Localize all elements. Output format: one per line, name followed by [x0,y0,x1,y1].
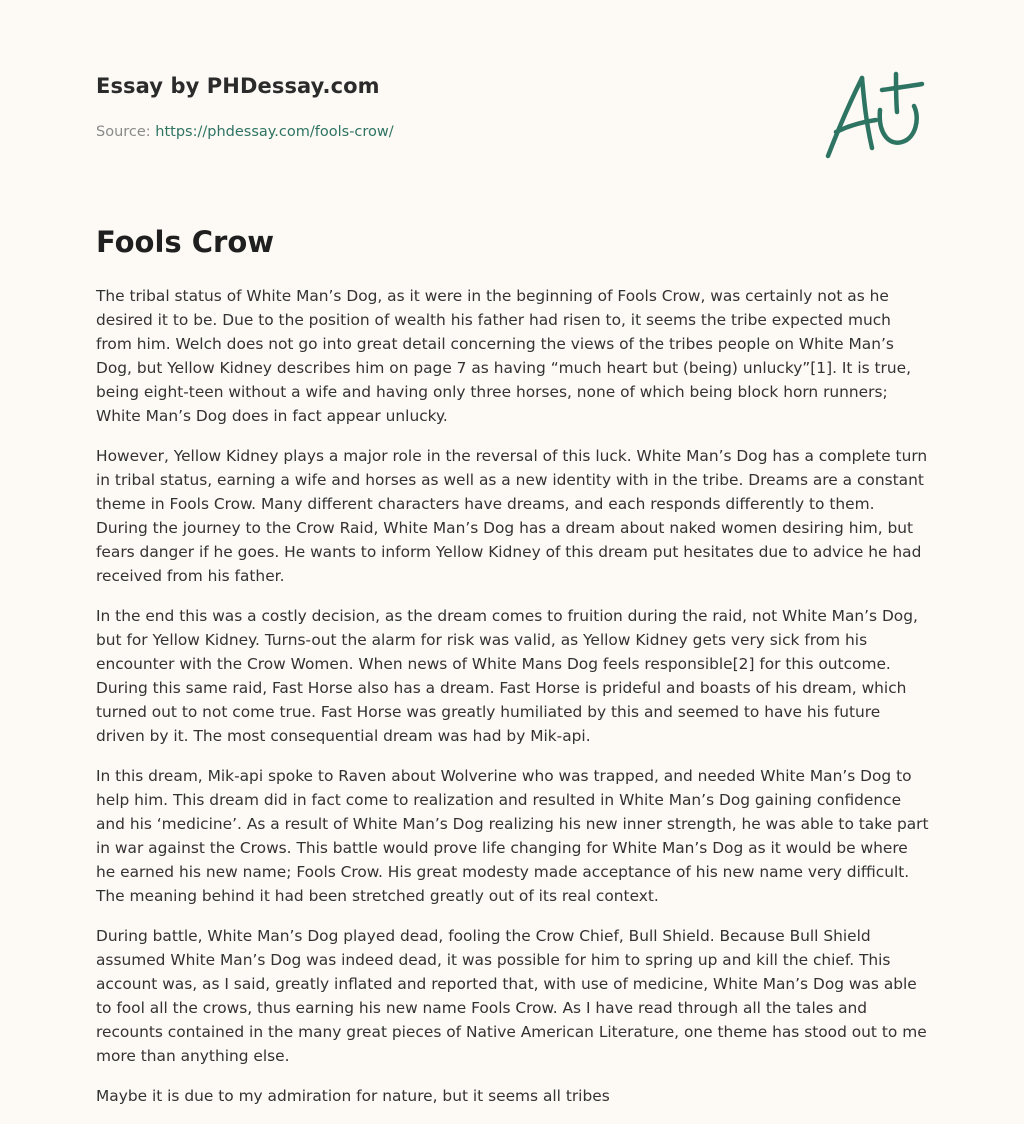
essay-paragraph: The tribal status of White Man’s Dog, as it were in the beginning of Fools Crow, was certainly not as he desired it to be. Due to the position of wealth his father had risen to, it seems the tribe expected much from him. Welch does not go into great detail concerning the views of the tribes people on White Man’s Dog, but Yellow Kidney describes him on page 7 as having “much heart but (being) unlucky”[1]. It is true, being eight-teen without a wife and having only three horses, none of which being block horn runners; White Man’s Dog does in fact appear unlucky. [96,287,911,425]
a-plus-logo-icon [822,70,926,166]
essay-title: Fools Crow [96,225,275,259]
essay-paragraph: In the end this was a costly decision, as the dream comes to fruition during the raid, not White Man’s Dog, but for Yellow Kidney. Turns-out the alarm for risk was valid, as Yellow Kidney gets very sick from his encounter with the Crow Women. When news of White Mans Dog feels responsible[2] for this outcome. During this same raid, Fast Horse also has a dream. Fast Horse is prideful and boasts of his dream, which turned out to not come true. Fast Horse was greatly humiliated by this and seemed to have his future driven by it. The most consequential dream was had by Mik-api. [96,607,918,745]
essay-paragraph: In this dream, Mik-api spoke to Raven about Wolverine who was trapped, and needed White Man’s Dog to help him. This dream did in fact come to realization and resulted in White Man’s Dog gaining confidence and his ‘medicine’. As a result of White Man’s Dog realizing his new inner strength, he was able to take part in war against the Crows. This battle would prove life changing for White Man’s Dog as it would be where he earned his new name; Fools Crow. His great modesty made acceptance of his new name very difficult. The meaning behind it had been stretched greatly out of its real context. [96,767,929,905]
essay-paragraph: However, Yellow Kidney plays a major role in the reversal of this luck. White Man’s Dog has a complete turn in tribal status, earning a wife and horses as well as a new identity with in the tribe. Dreams are a constant theme in Fools Crow. Many different characters have dreams, and each responds differently to them. During the journey to the Crow Raid, White Man’s Dog has a dream about naked women desiring him, but fears danger if he goes. He wants to inform Yellow Kidney of this dream put hesitates due to advice he had received from his father. [96,447,928,585]
essay-body [96,284,930,1124]
source-label: Source: [96,124,156,140]
source-link[interactable]: https://phdessay.com/fools-crow/ [155,124,394,140]
essay-paragraph: During battle, White Man’s Dog played dead, fooling the Crow Chief, Bull Shield. Because Bull Shield assumed White Man’s Dog was indeed dead, it was possible for him to spring up and kill the chief. This account was, as I said, greatly inflated and reported that, with use of medicine, White Man’s Dog was able to fool all the crows, thus earning his new name Fools Crow. As I have read through all the tales and recounts contained in the many great pieces of Native American Literature, one theme has stood out to me more than anything else. [96,927,927,1065]
site-title: Essay by PHDessay.com [96,74,380,98]
page-header [96,74,928,184]
source-line [96,124,394,140]
essay-paragraph: Maybe it is due to my admiration for nature, but it seems all tribes [96,1087,610,1105]
